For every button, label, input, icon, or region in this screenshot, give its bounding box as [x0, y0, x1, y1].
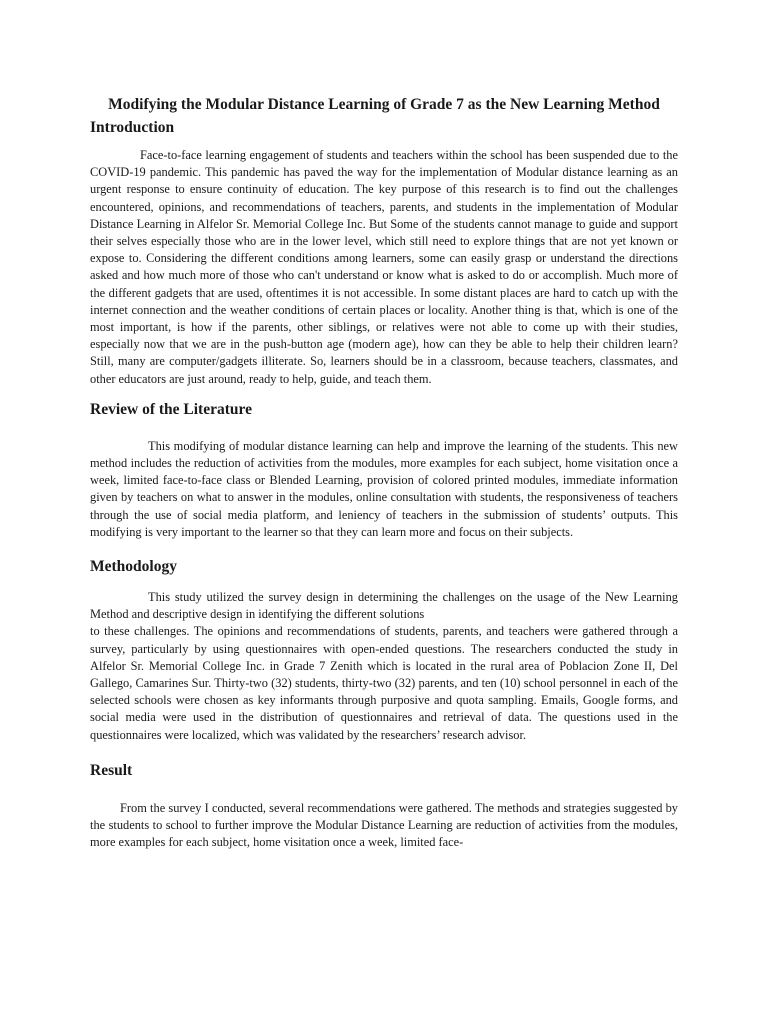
document-page [90, 94, 678, 852]
methodology-paragraph-1: This study utilized the survey design in determining the challenges on the usage of the New Learning Method and descriptive design in identifying the different solutions [90, 590, 678, 622]
methodology-paragraph-2: to these challenges. The opinions and recommendations of students, parents, and teachers were gathered through a survey, particularly by using questionnaires with open-ended questions. The researchers conducted the study in Alfelor Sr. Memorial College Inc. in Grade 7 Zenith which is located in the rural area of Poblacion Zone II, Del Gallego, Camarines Sur. Thirty-two (32) students, thirty-two (32) parents, and ten (10) school personnel in each of the selected schools were chosen as key informants through purposive and quota sampling. Emails, Google forms, and social media were used in the distribution of questionnaires and retrieval of data. The questions used in the questionnaires were localized, which was validated by the researchers’ research advisor. [90, 624, 678, 742]
review-paragraph: This modifying of modular distance learning can help and improve the learning of the students. This new method includes the reduction of activities from the modules, more examples for each subject, home visitation once a week, limited face-to-face class or Blended Learning, provision of colored printed modules, immediate information given by teachers on what to answer in the modules, online consultation with students, the responsiveness of teachers through the use of social media platform, and leniency of teachers in the submission of students’ outputs. This modifying is very important to the learner so that they can learn more and focus on their subjects. [90, 438, 678, 539]
section-heading-review-of-literature: Review of the Literature [90, 400, 252, 418]
section-heading-methodology: Methodology [90, 558, 177, 576]
introduction-paragraph: Face-to-face learning engagement of students and teachers within the school has been suspended due to the COVID-19 pandemic. This pandemic has paved the way for the implementation of Modular distance learning as an urgent response to ensure continuity of education. The key purpose of this research is to find out the challenges encountered, opinions, and recommendations of teachers, parents, and students in the implementation of Modular Distance Learning in Alfelor Sr. Memorial College Inc. But Some of the students cannot manage to guide and support their selves especially those who are in the lower level, which still need to explore things that are not yet known or expose to. Considering the different conditions among learners, some can easily grasp or understand the directions asked and how much more of those who can't understand or know what is asked to do or accomplish. Much more of the different gadgets that are used, oftentimes it is not accessible. In some distant places are hard to catch up with the internet connection and the weather conditions of certain places or locality. Another thing is that, which is one of the most important, is how if the parents, other siblings, or relatives were not able to come up with their studies, especially now that we are in the push-button age (modern age), how can they be able to help their children learn? Still, many are computer/gadgets illiterate. So, learners should be in a classroom, because teachers, classmates, and other educators are just around, ready to help, guide, and teach them. [90, 148, 678, 386]
document-title: Modifying the Modular Distance Learning of Grade 7 as the New Learning Method [108, 96, 660, 113]
section-heading-result: Result [90, 761, 133, 779]
result-paragraph: From the survey I conducted, several recommendations were gathered. The methods and strategies suggested by the students to school to further improve the Modular Distance Learning are reduction of activities from the modules, more examples for each subject, home visitation once a week, limited face- [90, 800, 678, 850]
section-heading-introduction: Introduction [90, 119, 175, 136]
